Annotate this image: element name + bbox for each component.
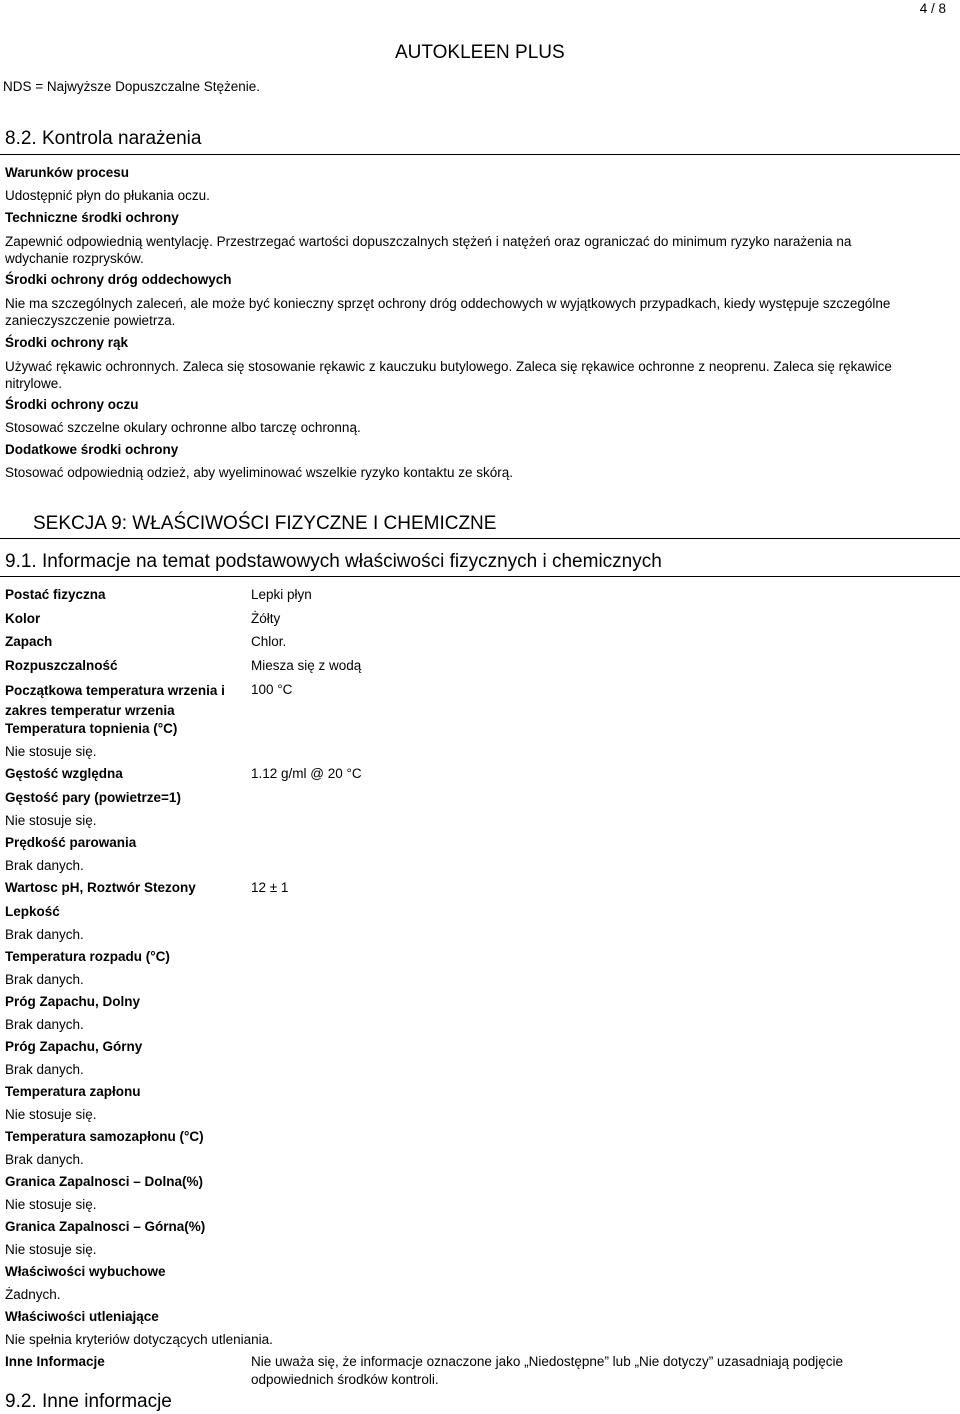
- prop-label-vapor-density: Gęstość pary (powietrze=1): [5, 790, 181, 805]
- prop-label-explosive-properties: Właściwości wybuchowe: [5, 1264, 166, 1279]
- prop-value-color: Żółty: [251, 611, 281, 626]
- prop-label-oxidizing-properties: Właściwości utleniające: [5, 1309, 159, 1324]
- prop-value-solubility: Miesza się z wodą: [251, 658, 362, 673]
- eye-protection-text: Stosować szczelne okulary ochronne albo tarczę ochronną.: [5, 420, 361, 435]
- prop-value-odor-threshold-upper: Brak danych.: [5, 1062, 84, 1077]
- respiratory-protection-text: Nie ma szczególnych zaleceń, ale może być konieczny sprzęt ochrony dróg oddechowych w wyjątkowych przypadkach, kiedy występuje szczególne zanieczyszczenie powietrza.: [5, 296, 891, 328]
- product-title: AUTOKLEEN PLUS: [395, 42, 565, 63]
- prop-label-relative-density: Gęstość względna: [5, 766, 123, 781]
- prop-label-flammability-lower: Granica Zapalnosci – Dolna(%): [5, 1174, 204, 1189]
- prop-value-odor-threshold-lower: Brak danych.: [5, 1017, 84, 1032]
- prop-value-odor: Chlor.: [251, 634, 287, 649]
- respiratory-protection-label: Środki ochrony dróg oddechowych: [5, 272, 232, 287]
- prop-value-flammability-upper: Nie stosuje się.: [5, 1242, 97, 1257]
- prop-value-viscosity: Brak danych.: [5, 927, 84, 942]
- process-conditions-label: Warunków procesu: [5, 165, 130, 180]
- prop-value-melting-point: Nie stosuje się.: [5, 744, 97, 759]
- prop-label-odor-threshold-lower: Próg Zapachu, Dolny: [5, 994, 141, 1009]
- prop-value-physical-state: Lepki płyn: [251, 587, 312, 602]
- additional-protection-text: Stosować odpowiednią odzież, aby wyeliminować wszelkie ryzyko kontaktu ze skórą.: [5, 465, 513, 480]
- prop-value-flammability-lower: Nie stosuje się.: [5, 1197, 97, 1212]
- hand-protection-text: Używać rękawic ochronnych. Zaleca się stosowanie rękawic z kauczuku butylowego. Zaleca się rękawice ochronne z neoprenu. Zaleca się rękawice nitrylowe.: [5, 359, 892, 391]
- prop-label-evaporation-rate: Prędkość parowania: [5, 835, 137, 850]
- prop-value-relative-density: 1.12 g/ml @ 20 °C: [251, 766, 362, 781]
- prop-value-explosive-properties: Żadnych.: [5, 1287, 61, 1302]
- prop-value-flash-point: Nie stosuje się.: [5, 1107, 97, 1122]
- prop-value-evaporation-rate: Brak danych.: [5, 858, 84, 873]
- prop-value-oxidizing-properties: Nie spełnia kryteriów dotyczących utleniania.: [5, 1332, 273, 1347]
- prop-label-flammability-upper: Granica Zapalnosci – Górna(%): [5, 1219, 206, 1234]
- prop-label-physical-state: Postać fizyczna: [5, 587, 106, 602]
- prop-label-flash-point: Temperatura zapłonu: [5, 1084, 141, 1099]
- prop-label-odor-threshold-upper: Próg Zapachu, Górny: [5, 1039, 143, 1054]
- eye-protection-label: Środki ochrony oczu: [5, 397, 139, 412]
- prop-value-other-info: Nie uważa się, że informacje oznaczone jako „Niedostępne” lub „Nie dotyczy” uzasadniają podjęcie odpowiednich środków kontroli.: [251, 1354, 844, 1387]
- nds-note: NDS = Najwyższe Dopuszczalne Stężenie.: [3, 79, 260, 94]
- prop-value-decomposition-temp: Brak danych.: [5, 972, 84, 987]
- hand-protection-label: Środki ochrony rąk: [5, 335, 129, 350]
- section-8-2-heading: 8.2. Kontrola narażenia: [5, 128, 202, 149]
- additional-protection-label: Dodatkowe środki ochrony: [5, 442, 179, 457]
- technical-protection-text: Zapewnić odpowiednią wentylację. Przestrzegać wartości dopuszczalnych stężeń i natężeń oraz ograniczać do minimum ryzyko narażenia na wdychanie rozprysków.: [5, 234, 852, 266]
- section-9-1-rule: [0, 576, 960, 577]
- prop-label-other-info: Inne Informacje: [5, 1354, 105, 1369]
- section-9-2-heading: 9.2. Inne informacje: [5, 1391, 172, 1412]
- prop-value-ph: 12 ± 1: [251, 880, 289, 895]
- section-9-title: SEKCJA 9: WŁAŚCIWOŚCI FIZYCZNE I CHEMICZNE: [33, 513, 497, 534]
- prop-label-boiling-point: Początkowa temperatura wrzenia i zakres temperatur wrzenia: [5, 683, 225, 718]
- prop-value-vapor-density: Nie stosuje się.: [5, 813, 97, 828]
- prop-value-autoignition-temp: Brak danych.: [5, 1152, 84, 1167]
- prop-label-viscosity: Lepkość: [5, 904, 60, 919]
- prop-label-autoignition-temp: Temperatura samozapłonu (°C): [5, 1129, 204, 1144]
- prop-label-decomposition-temp: Temperatura rozpadu (°C): [5, 949, 170, 964]
- section-9-1-heading: 9.1. Informacje na temat podstawowych właściwości fizycznych i chemicznych: [5, 551, 662, 572]
- prop-label-color: Kolor: [5, 611, 41, 626]
- prop-label-ph: Wartosc pH, Roztwór Stezony: [5, 880, 196, 895]
- process-conditions-text: Udostępnić płyn do płukania oczu.: [5, 188, 210, 203]
- prop-label-odor: Zapach: [5, 634, 53, 649]
- prop-label-solubility: Rozpuszczalność: [5, 658, 118, 673]
- page-number: 4 / 8: [919, 1, 946, 16]
- prop-value-boiling-point: 100 °C: [251, 682, 293, 697]
- section-9-rule: [0, 538, 960, 539]
- section-8-2-rule: [0, 154, 960, 155]
- prop-label-melting-point: Temperatura topnienia (°C): [5, 721, 178, 736]
- technical-protection-label: Techniczne środki ochrony: [5, 210, 179, 225]
